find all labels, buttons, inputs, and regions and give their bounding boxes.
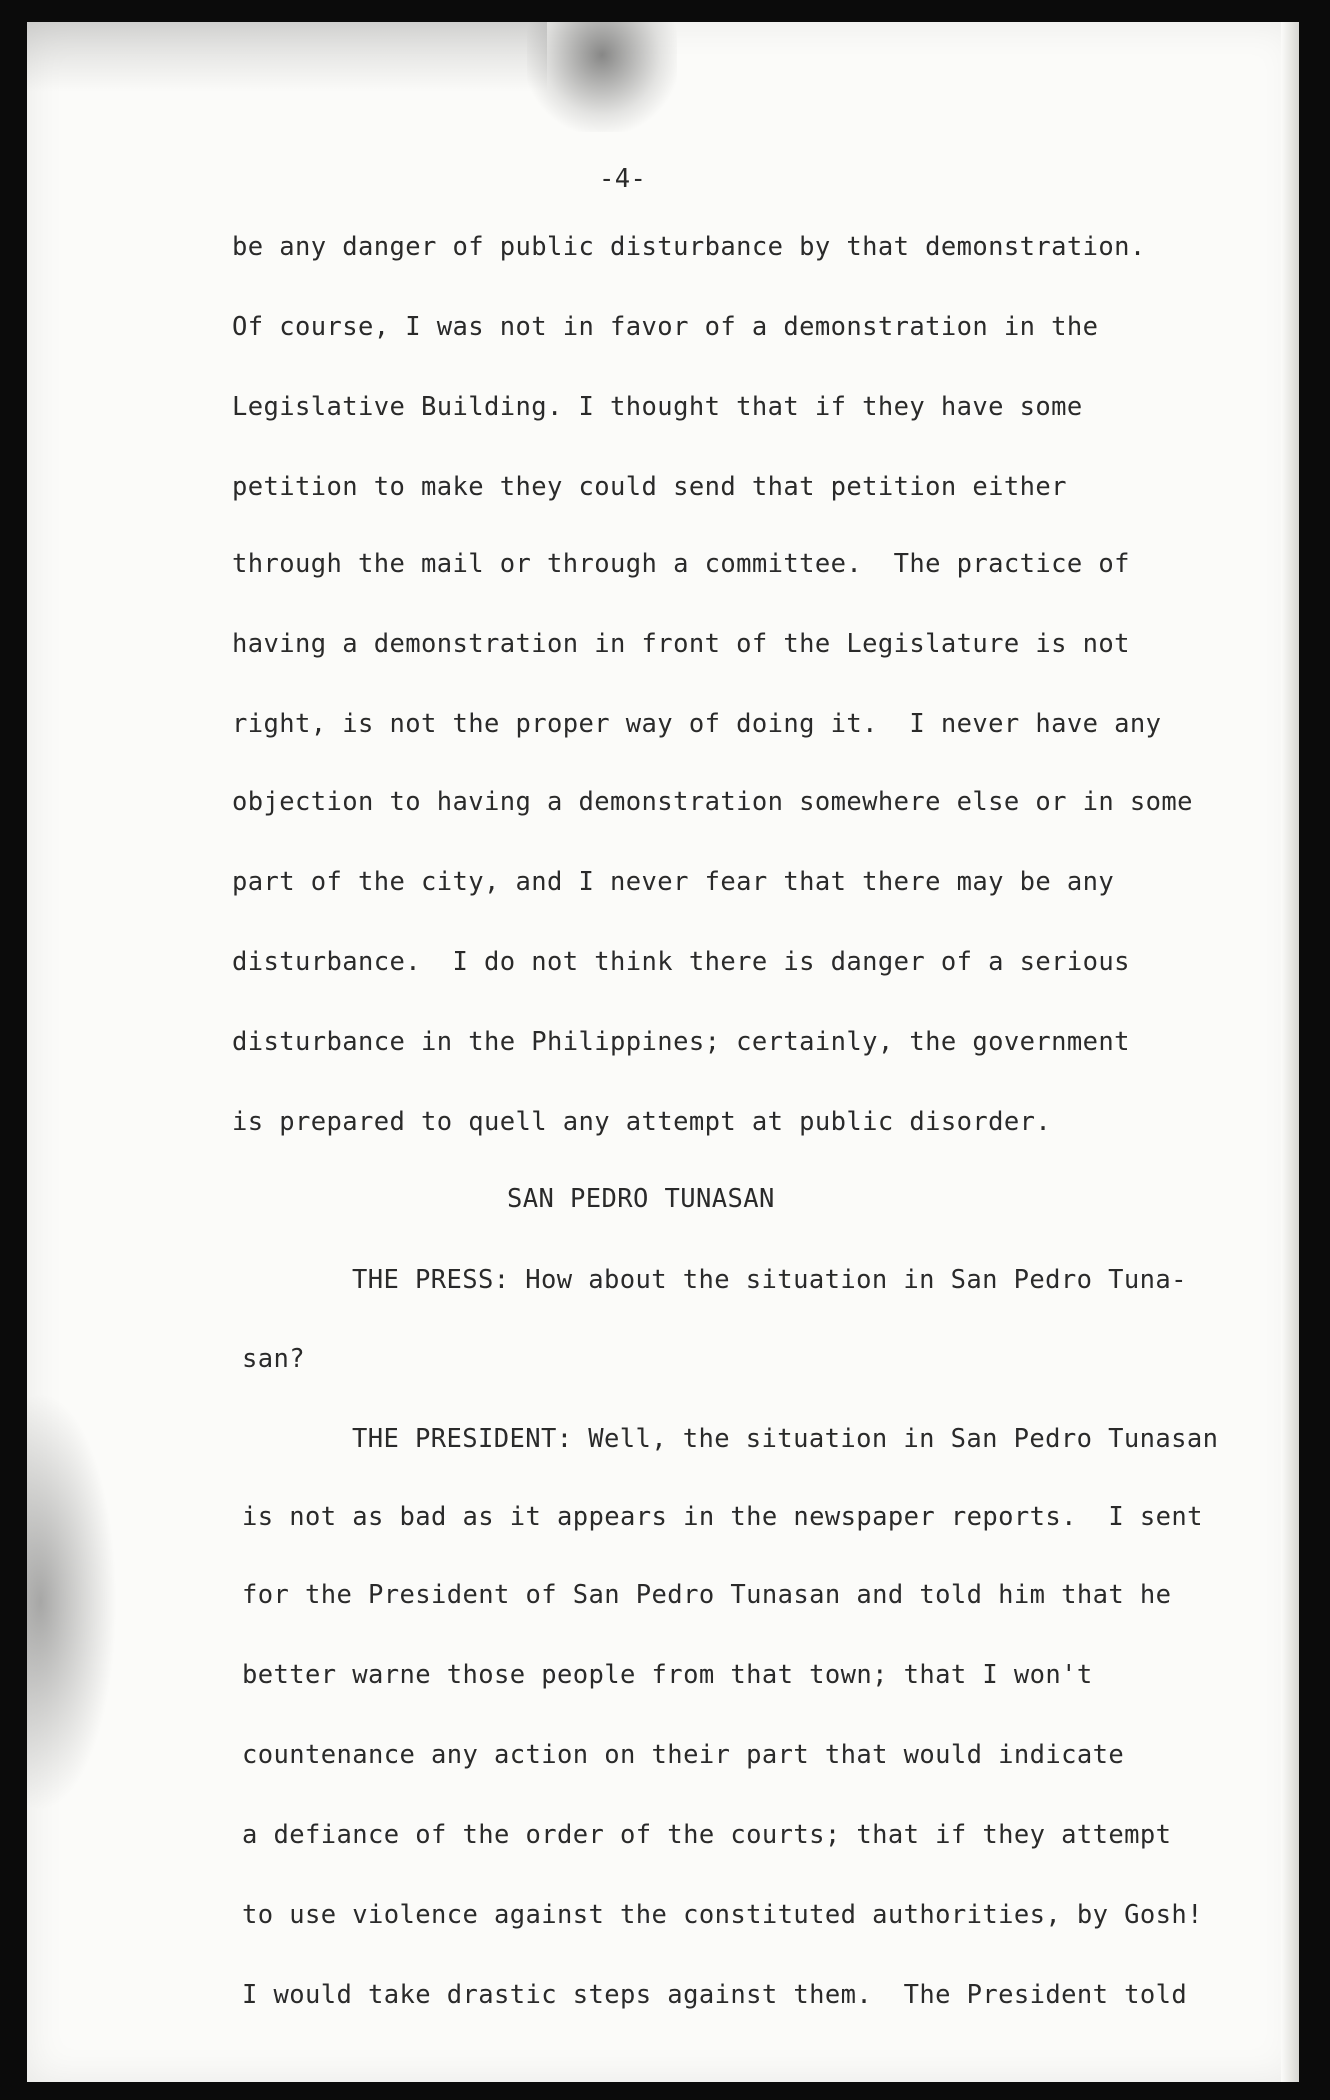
text-line: right, is not the proper way of doing it. I never have any	[232, 709, 1162, 739]
text-line: through the mail or through a committee. The practice of	[232, 549, 1130, 579]
text-line: Legislative Building. I thought that if they have some	[232, 392, 1083, 422]
typewritten-text	[27, 22, 1299, 2082]
text-line: to use violence against the constituted authorities, by Gosh!	[242, 1900, 1203, 1930]
text-line: disturbance in the Philippines; certainly, the government	[232, 1027, 1130, 1057]
text-line: having a demonstration in front of the Legislature is not	[232, 629, 1130, 659]
text-line: Of course, I was not in favor of a demonstration in the	[232, 312, 1099, 342]
document-page	[27, 22, 1299, 2082]
text-line: THE PRESS: How about the situation in San Pedro Tuna-	[352, 1265, 1187, 1295]
section-heading: SAN PEDRO TUNASAN	[507, 1184, 775, 1214]
text-line: I would take drastic steps against them. The President told	[242, 1980, 1188, 2010]
text-line: disturbance. I do not think there is danger of a serious	[232, 947, 1130, 977]
text-line: for the President of San Pedro Tunasan and told him that he	[242, 1580, 1172, 1610]
text-line: petition to make they could send that petition either	[232, 472, 1067, 502]
text-line: THE PRESIDENT: Well, the situation in San Pedro Tunasan	[352, 1424, 1219, 1454]
text-line: better warne those people from that town; that I won't	[242, 1660, 1093, 1690]
text-line: countenance any action on their part that would indicate	[242, 1740, 1125, 1770]
text-line: be any danger of public disturbance by that demonstration.	[232, 232, 1146, 262]
text-line: is not as bad as it appears in the newspaper reports. I sent	[242, 1502, 1203, 1532]
text-line: a defiance of the order of the courts; that if they attempt	[242, 1820, 1172, 1850]
text-line: san?	[242, 1344, 306, 1374]
text-line: part of the city, and I never fear that there may be any	[232, 867, 1115, 897]
page-number: -4-	[599, 164, 647, 194]
text-line: objection to having a demonstration somewhere else or in some	[232, 787, 1193, 817]
text-line: is prepared to quell any attempt at public disorder.	[232, 1107, 1052, 1137]
